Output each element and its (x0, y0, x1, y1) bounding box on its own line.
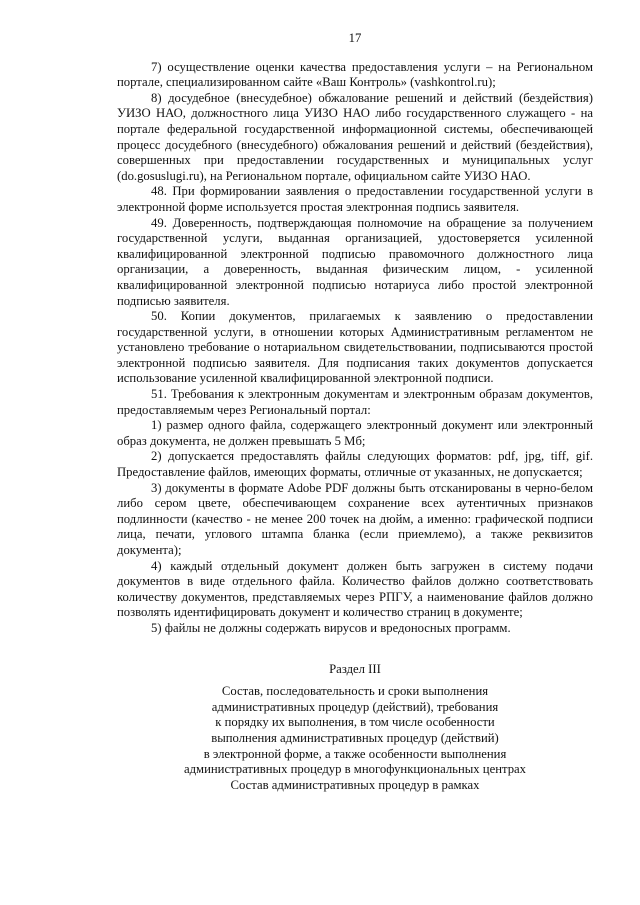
paragraph-item-7: 7) осуществление оценки качества предоставления услуги – на Региональном портале, специализированном сайте «Ваш Контроль» (vashkontrol.ru); (117, 59, 593, 90)
requirement-item-4: 4) каждый отдельный документ должен быть загружен в систему подачи документов в виде отдельного файла. Количество файлов должно соответствовать количеству документов, представляемых через РПГУ, а наименование файлов должно позволять идентифицировать документ и количество страниц в документе; (117, 558, 593, 620)
section-heading-line: в электронной форме, а также особенности выполнения (203, 746, 507, 761)
section-heading-line: административных процедур (действий), требования (211, 699, 499, 714)
requirement-item-2: 2) допускается предоставлять файлы следующих форматов: pdf, jpg, tiff, gif. Предоставление файлов, имеющих форматы, отличные от указанных, не допускается; (117, 449, 593, 480)
section-heading-line: Состав административных процедур в рамках (230, 777, 480, 792)
page-number: 17 (348, 31, 362, 45)
paragraph-50: 50. Копии документов, прилагаемых к заявлению о предоставлении государственной услуги, в отношении которых Административным регламентом не установлено требование о нотариальном свидетельствовании, подписываются простой электронной подписью заявителя. Для подписания таких документов допускается использование усиленной квалифицированной электронной подписи. (117, 309, 593, 386)
section-title: Раздел III (329, 661, 381, 676)
section-heading-line: выполнения административных процедур (действий) (211, 730, 499, 745)
requirement-item-5: 5) файлы не должны содержать вирусов и вредоносных программ. (151, 620, 511, 635)
paragraph-51: 51. Требования к электронным документам и электронным образам документов, предоставляемым через Региональный портал: (117, 387, 593, 417)
section-heading-line: административных процедур в многофункциональных центрах (183, 762, 527, 777)
paragraph-49: 49. Доверенность, подтверждающая полномочие на обращение за получением государственной услуги, выданная организацией, удостоверяется усиленной квалифицированной электронной подписью правомочного должностного лица организации, а доверенность, выданная физическим лицом, - усиленной квалифицированной электронной подписью нотариуса либо простой электронной подписью заявителя. (117, 215, 593, 308)
section-heading-line: Состав, последовательность и сроки выполнения (221, 684, 489, 699)
section-heading (117, 684, 593, 793)
requirement-item-3: 3) документы в формате Adobe PDF должны быть отсканированы в черно-белом либо сером цвете, обеспечивающем сохранение всех аутентичных признаков подлинности (качество - не менее 200 точек на дюйм, а именно: графической подписи лица, печати, углового штампа бланка (если приемлемо), а также реквизитов документа); (117, 480, 593, 557)
paragraph-48: 48. При формировании заявления о предоставлении государственной услуги в электронной форме используется простая электронная подпись заявителя. (117, 184, 593, 214)
section-heading-line: к порядку их выполнения, в том числе особенности (215, 715, 495, 730)
paragraph-item-8: 8) досудебное (внесудебное) обжалование решений и действий (бездействия) УИЗО НАО, должностного лица УИЗО НАО либо государственного служащего - на портале федеральной государственной информационной системы, обеспечивающей процесс досудебного (внесудебного) обжалования решений и действий (бездействия), совершенных при предоставлении государственных и муниципальных услуг (do.gosuslugi.ru), на Региональном портале, официальном сайте УИЗО НАО. (117, 90, 593, 183)
requirement-item-1: 1) размер одного файла, содержащего электронный документ или электронный образ документа, не должен превышать 5 Мб; (117, 418, 593, 448)
